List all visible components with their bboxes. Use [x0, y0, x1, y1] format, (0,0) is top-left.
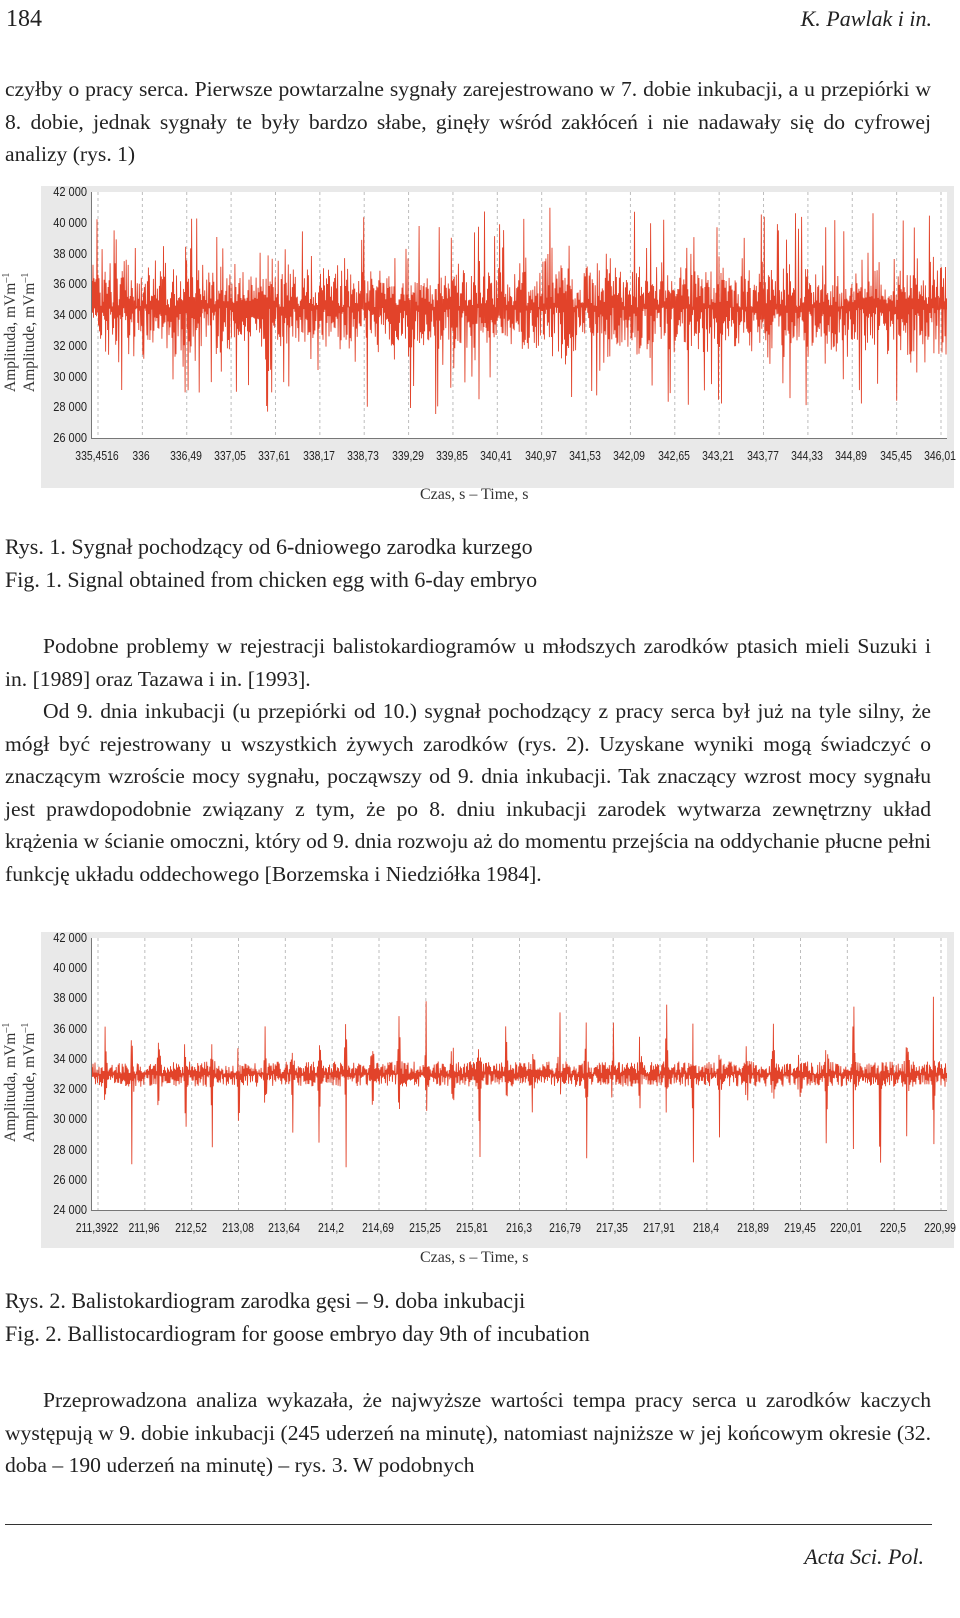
y-tick-label: 28 000 — [53, 1141, 87, 1157]
x-tick-label: 340,97 — [524, 448, 557, 463]
x-tick-label: 219,45 — [783, 1220, 816, 1235]
x-tick-label: 344,89 — [835, 448, 868, 463]
fig1-signal-svg — [92, 192, 947, 438]
x-tick-label: 335,4516 — [75, 448, 119, 463]
x-tick-label: 215,25 — [408, 1220, 441, 1235]
x-tick-label: 213,64 — [268, 1220, 301, 1235]
x-tick-label: 220,01 — [830, 1220, 863, 1235]
footer-rule — [5, 1524, 932, 1525]
page-number: 184 — [6, 6, 42, 32]
figure-1-chart — [41, 186, 954, 488]
y-tick-label: 42 000 — [53, 184, 87, 199]
fig2-caption-pl: Rys. 2. Balistokardiogram zarodka gęsi – 9. doba inkubacji — [5, 1288, 526, 1313]
y-tick-label: 30 000 — [53, 368, 87, 384]
y-tick-label: 36 000 — [53, 276, 87, 292]
paragraph-2: Podobne problemy w rejestracji balistokardiogramów u młodszych zarodków ptasich mieli Suzuki i in. [1989] oraz Tazawa i in. [1993]. — [5, 634, 931, 691]
y-tick-label: 26 000 — [53, 1171, 87, 1187]
x-tick-label: 220,99 — [924, 1220, 956, 1235]
x-tick-label: 336,49 — [169, 448, 202, 463]
journal-name: Acta Sci. Pol. — [804, 1544, 924, 1569]
fig2-caption-en: Fig. 2. Ballistocardiogram for goose embryo day 9th of incubation — [5, 1321, 590, 1346]
x-tick-label: 341,53 — [569, 448, 601, 463]
x-tick-label: 342,09 — [613, 448, 646, 463]
x-tick-label: 215,81 — [455, 1220, 488, 1235]
fig2-plot-area — [91, 938, 947, 1211]
x-tick-label: 337,61 — [258, 448, 291, 463]
figure-2-chart — [41, 932, 954, 1248]
fig1-plot-area — [91, 192, 947, 439]
x-tick-label: 343,21 — [702, 448, 735, 463]
fig1-xlabel: Czas, s – Time, s — [420, 486, 529, 503]
fig2-signal-svg — [92, 938, 947, 1210]
y-tick-label: 38 000 — [53, 245, 87, 261]
x-tick-label: 216,3 — [505, 1220, 532, 1235]
x-tick-label: 217,91 — [643, 1220, 675, 1235]
x-tick-label: 340,41 — [480, 448, 513, 463]
x-tick-label: 211,3922 — [75, 1220, 119, 1235]
y-tick-label: 32 000 — [53, 1081, 87, 1097]
x-tick-label: 336 — [132, 448, 151, 463]
fig2-ylabel-en: Amplitude, mVm$^{-1}$ — [20, 1022, 39, 1142]
y-tick-label: 34 000 — [53, 1050, 87, 1066]
y-tick-label: 40 000 — [53, 214, 87, 230]
paragraph-3: Od 9. dnia inkubacji (u przepiórki od 10.) sygnał pochodzący z pracy serca był już na tyle silny, że mógł być rejestrowany u wszystkich żywych zarodków (rys. 2). Uzyskane wyniki mogą świadczyć o znaczącym wzroście mocy sygnału, począwszy od 9. dnia inkubacji. Tak znaczący wzrost mocy sygnału jest prawdopodobnie związany z tym, że po 8. dniu inkubacji zarodek wytwarza zewnętrzny układ krążenia w ścianie omoczni, który od 9. dnia rozwoju aż do momentu przejścia na oddychanie płucne pełni funkcję układu oddechowego [Borzemska i Niedziółka 1984]. — [5, 699, 931, 886]
fig1-caption-en: Fig. 1. Signal obtained from chicken egg with 6-day embryo — [5, 567, 538, 592]
x-tick-label: 217,35 — [596, 1220, 629, 1235]
x-tick-label: 213,08 — [221, 1220, 254, 1235]
running-header-authors: K. Pawlak i in. — [800, 6, 932, 31]
y-tick-label: 38 000 — [53, 990, 87, 1006]
x-tick-label: 338,73 — [347, 448, 380, 463]
y-tick-label: 34 000 — [53, 307, 87, 322]
y-tick-label: 30 000 — [53, 1111, 87, 1127]
fig1-ylabel-pl: Amplituda, mVm$^{-1}$ — [1, 272, 20, 392]
fig1-caption-pl: Rys. 1. Sygnał pochodzący od 6-dniowego zarodka kurzego — [5, 534, 533, 559]
x-tick-label: 211,96 — [128, 1220, 160, 1235]
x-tick-label: 214,69 — [362, 1220, 394, 1235]
x-tick-label: 344,33 — [790, 448, 823, 463]
y-tick-label: 26 000 — [53, 430, 87, 445]
fig1-ylabel-en: Amplitude, mVm$^{-1}$ — [20, 272, 39, 392]
y-tick-label: 36 000 — [53, 1020, 87, 1036]
x-tick-label: 214,2 — [318, 1220, 345, 1235]
x-tick-label: 337,05 — [214, 448, 246, 463]
x-tick-label: 339,85 — [436, 448, 468, 463]
y-tick-label: 40 000 — [53, 960, 87, 976]
x-tick-label: 342,65 — [657, 448, 690, 463]
x-tick-label: 346,01 — [924, 448, 956, 463]
y-tick-label: 28 000 — [53, 399, 87, 415]
paragraph-1: czyłby o pracy serca. Pierwsze powtarzalne sygnały zarejestrowano w 7. dobie inkubacji, a u przepiórki w 8. dobie, jednak sygnały te były bardzo słabe, ginęły wśród zakłóceń i nie nadawały się do cyfrowej analizy (rys. 1) — [5, 77, 931, 166]
x-tick-label: 339,29 — [391, 448, 424, 463]
x-tick-label: 212,52 — [174, 1220, 207, 1235]
x-tick-label: 216,79 — [549, 1220, 582, 1235]
y-tick-label: 24 000 — [53, 1202, 87, 1217]
x-tick-label: 218,4 — [692, 1220, 719, 1235]
x-tick-label: 343,77 — [746, 448, 779, 463]
x-tick-label: 345,45 — [879, 448, 912, 463]
x-tick-label: 338,17 — [302, 448, 335, 463]
y-tick-label: 42 000 — [53, 930, 87, 945]
paragraph-4: Przeprowadzona analiza wykazała, że najwyższe wartości tempa pracy serca u zarodków kaczych występują w 9. dobie inkubacji (245 uderzeń na minutę), natomiast najniższe w jej końcowym okresie (32. doba – 190 uderzeń na minutę) – rys. 3. W podobnych — [5, 1388, 931, 1477]
x-tick-label: 218,89 — [736, 1220, 769, 1235]
fig2-ylabel-pl: Amplituda, mVm$^{-1}$ — [1, 1022, 20, 1142]
x-tick-label: 220,5 — [880, 1220, 907, 1235]
fig2-xlabel: Czas, s – Time, s — [420, 1249, 529, 1266]
signal-line — [92, 208, 947, 414]
y-tick-label: 32 000 — [53, 337, 87, 353]
